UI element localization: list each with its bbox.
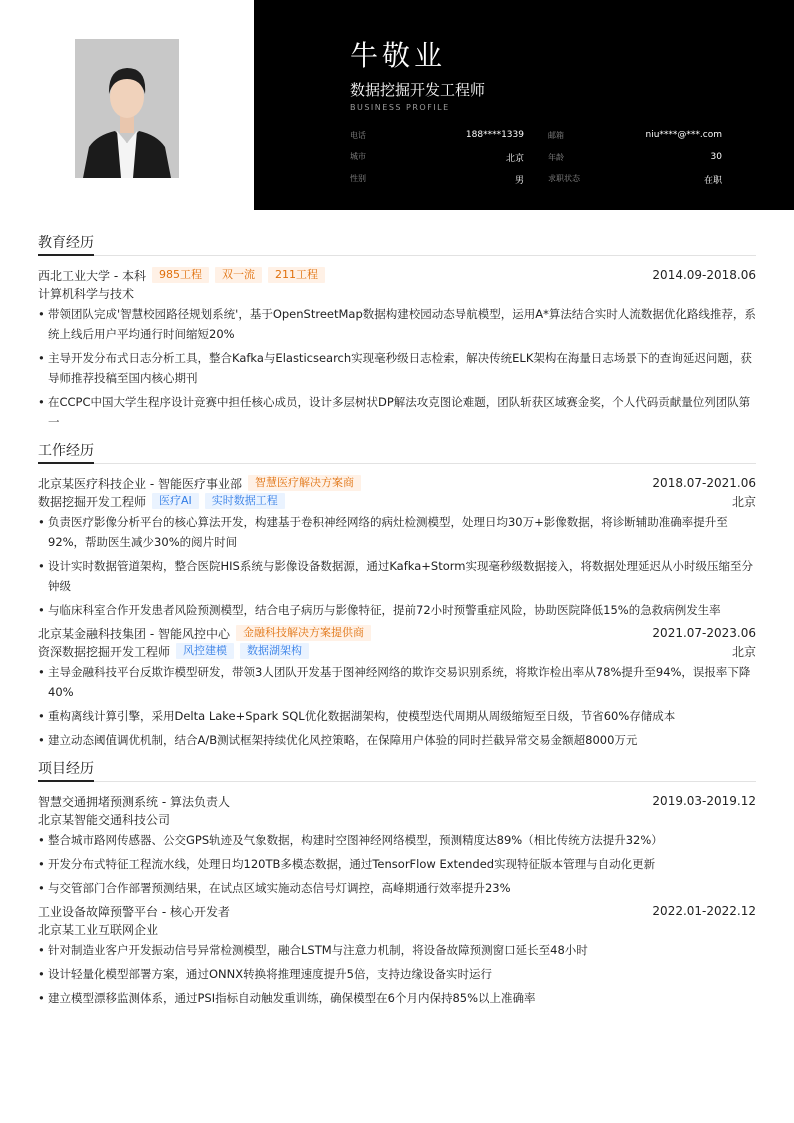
list-item: • 设计实时数据管道架构，整合医院HIS系统与影像设备数据源，通过Kafka+Storm实现毫秒级数据接入，将数据处理延迟从小时级压缩至分钟级 bbox=[38, 556, 756, 596]
school-tag: 211工程 bbox=[268, 267, 325, 283]
section-title: 项目经历 bbox=[38, 758, 756, 782]
role-title: 数据挖掘开发工程师 bbox=[38, 494, 147, 509]
major: 计算机科学与技术 bbox=[38, 286, 135, 301]
date-range: 2014.09-2018.06 bbox=[652, 268, 756, 282]
list-item: • 开发分布式特征工程流水线，处理日均120TB多模态数据，通过TensorFlow Extended实现特征版本管理与自动化更新 bbox=[38, 854, 756, 874]
candidate-name: 牛敬业 bbox=[350, 39, 447, 72]
education-entry bbox=[38, 266, 756, 432]
list-item: • 整合城市路网传感器、公交GPS轨迹及气象数据，构建时空图神经网络模型，预测精度达89%（相比传统方法提升32%） bbox=[38, 830, 756, 850]
project-org: 北京某智能交通科技公司 bbox=[38, 812, 171, 827]
info-phone: 电话 188****1339 bbox=[350, 129, 524, 140]
list-item: • 针对制造业客户开发振动信号异常检测模型，融合LSTM与注意力机制，将设备故障预测窗口延长至48小时 bbox=[38, 940, 756, 960]
candidate-job-title: 数据挖掘开发工程师 bbox=[350, 81, 486, 99]
list-item: • 建立模型漂移监测体系，通过PSI指标自动触发重训练，确保模型在6个月内保持85%以上准确率 bbox=[38, 988, 756, 1008]
info-email: 邮箱 niu****@***.com bbox=[548, 129, 722, 140]
contact-info-grid bbox=[350, 124, 722, 190]
date-range: 2018.07-2021.06 bbox=[652, 476, 756, 490]
profile-photo bbox=[75, 39, 179, 178]
resume-header bbox=[0, 0, 794, 210]
list-item: • 重构离线计算引擎，采用Delta Lake+Spark SQL优化数据湖架构，使模型迭代周期从周级缩短至日级，节省60%存储成本 bbox=[38, 706, 756, 726]
date-range: 2022.01-2022.12 bbox=[652, 904, 756, 918]
list-item: • 设计轻量化模型部署方案，通过ONNX转换将推理速度提升5倍，支持边缘设备实时运行 bbox=[38, 964, 756, 984]
school-tag: 985工程 bbox=[152, 267, 209, 283]
list-item: • 在CCPC中国大学生程序设计竞赛中担任核心成员，设计多层树状DP解法攻克图论难题，团队斩获区域赛金奖，个人代码贡献量位列团队第一 bbox=[38, 392, 756, 432]
company-name: 北京某金融科技集团 - 智能风控中心 bbox=[38, 626, 230, 641]
work-entry bbox=[38, 624, 756, 750]
school-tag: 双一流 bbox=[215, 267, 262, 283]
project-name: 工业设备故障预警平台 - 核心开发者 bbox=[38, 904, 230, 919]
company-tag: 金融科技解决方案提供商 bbox=[236, 625, 371, 641]
role-tag: 数据湖架构 bbox=[240, 643, 309, 659]
project-entry bbox=[38, 902, 756, 1008]
info-city: 城市 北京 bbox=[350, 151, 524, 164]
info-gender: 性别 男 bbox=[350, 173, 524, 186]
info-job-status: 求职状态 在职 bbox=[548, 173, 722, 186]
project-name: 智慧交通拥堵预测系统 - 算法负责人 bbox=[38, 794, 230, 809]
list-item: • 与交管部门合作部署预测结果，在试点区域实施动态信号灯调控，高峰期通行效率提升23% bbox=[38, 878, 756, 898]
education-section bbox=[38, 232, 756, 432]
business-profile-label: BUSINESS PROFILE bbox=[350, 103, 450, 112]
role-tag: 实时数据工程 bbox=[205, 493, 285, 509]
work-city: 北京 bbox=[731, 494, 756, 509]
info-age: 年龄 30 bbox=[548, 151, 722, 162]
project-entry bbox=[38, 792, 756, 898]
school-name: 西北工业大学 - 本科 bbox=[38, 268, 146, 283]
role-tag: 医疗AI bbox=[152, 493, 199, 509]
list-item: • 主导金融科技平台反欺诈模型研发，带领3人团队开发基于图神经网络的欺诈交易识别系统，将欺诈检出率从78%提升至94%，误报率下降40% bbox=[38, 662, 756, 702]
list-item: • 主导开发分布式日志分析工具，整合Kafka与Elasticsearch实现毫秒级日志检索，解决传统ELK架构在海量日志场景下的查询延迟问题，获导师推荐投稿至国内核心期刊 bbox=[38, 348, 756, 388]
date-range: 2021.07-2023.06 bbox=[652, 626, 756, 640]
header-info-panel bbox=[254, 0, 794, 210]
section-title: 工作经历 bbox=[38, 440, 756, 464]
list-item: • 建立动态阈值调优机制，结合A/B测试框架持续优化风控策略，在保障用户体验的同时拦截异常交易金额超8000万元 bbox=[38, 730, 756, 750]
list-item: • 带领团队完成'智慧校园路径规划系统'，基于OpenStreetMap数据构建校园动态导航模型，运用A*算法结合实时人流数据优化路线推荐，系统上线后用户平均通行时间缩短20% bbox=[38, 304, 756, 344]
list-item: • 负责医疗影像分析平台的核心算法开发，构建基于卷积神经网络的病灶检测模型，处理日均30万+影像数据，将诊断辅助准确率提升至92%，帮助医生减少30%的阅片时间 bbox=[38, 512, 756, 552]
resume-body bbox=[38, 232, 756, 1016]
section-title: 教育经历 bbox=[38, 232, 756, 256]
project-org: 北京某工业互联网企业 bbox=[38, 922, 159, 937]
projects-section bbox=[38, 758, 756, 1008]
company-tag: 智慧医疗解决方案商 bbox=[248, 475, 361, 491]
role-tag: 风控建模 bbox=[176, 643, 234, 659]
list-item: • 与临床科室合作开发患者风险预测模型，结合电子病历与影像特征，提前72小时预警重症风险，协助医院降低15%的急救病例发生率 bbox=[38, 600, 756, 620]
date-range: 2019.03-2019.12 bbox=[652, 794, 756, 808]
work-city: 北京 bbox=[731, 644, 756, 659]
work-section bbox=[38, 440, 756, 750]
role-title: 资深数据挖掘开发工程师 bbox=[38, 644, 171, 659]
work-entry bbox=[38, 474, 756, 620]
company-name: 北京某医疗科技企业 - 智能医疗事业部 bbox=[38, 476, 242, 491]
